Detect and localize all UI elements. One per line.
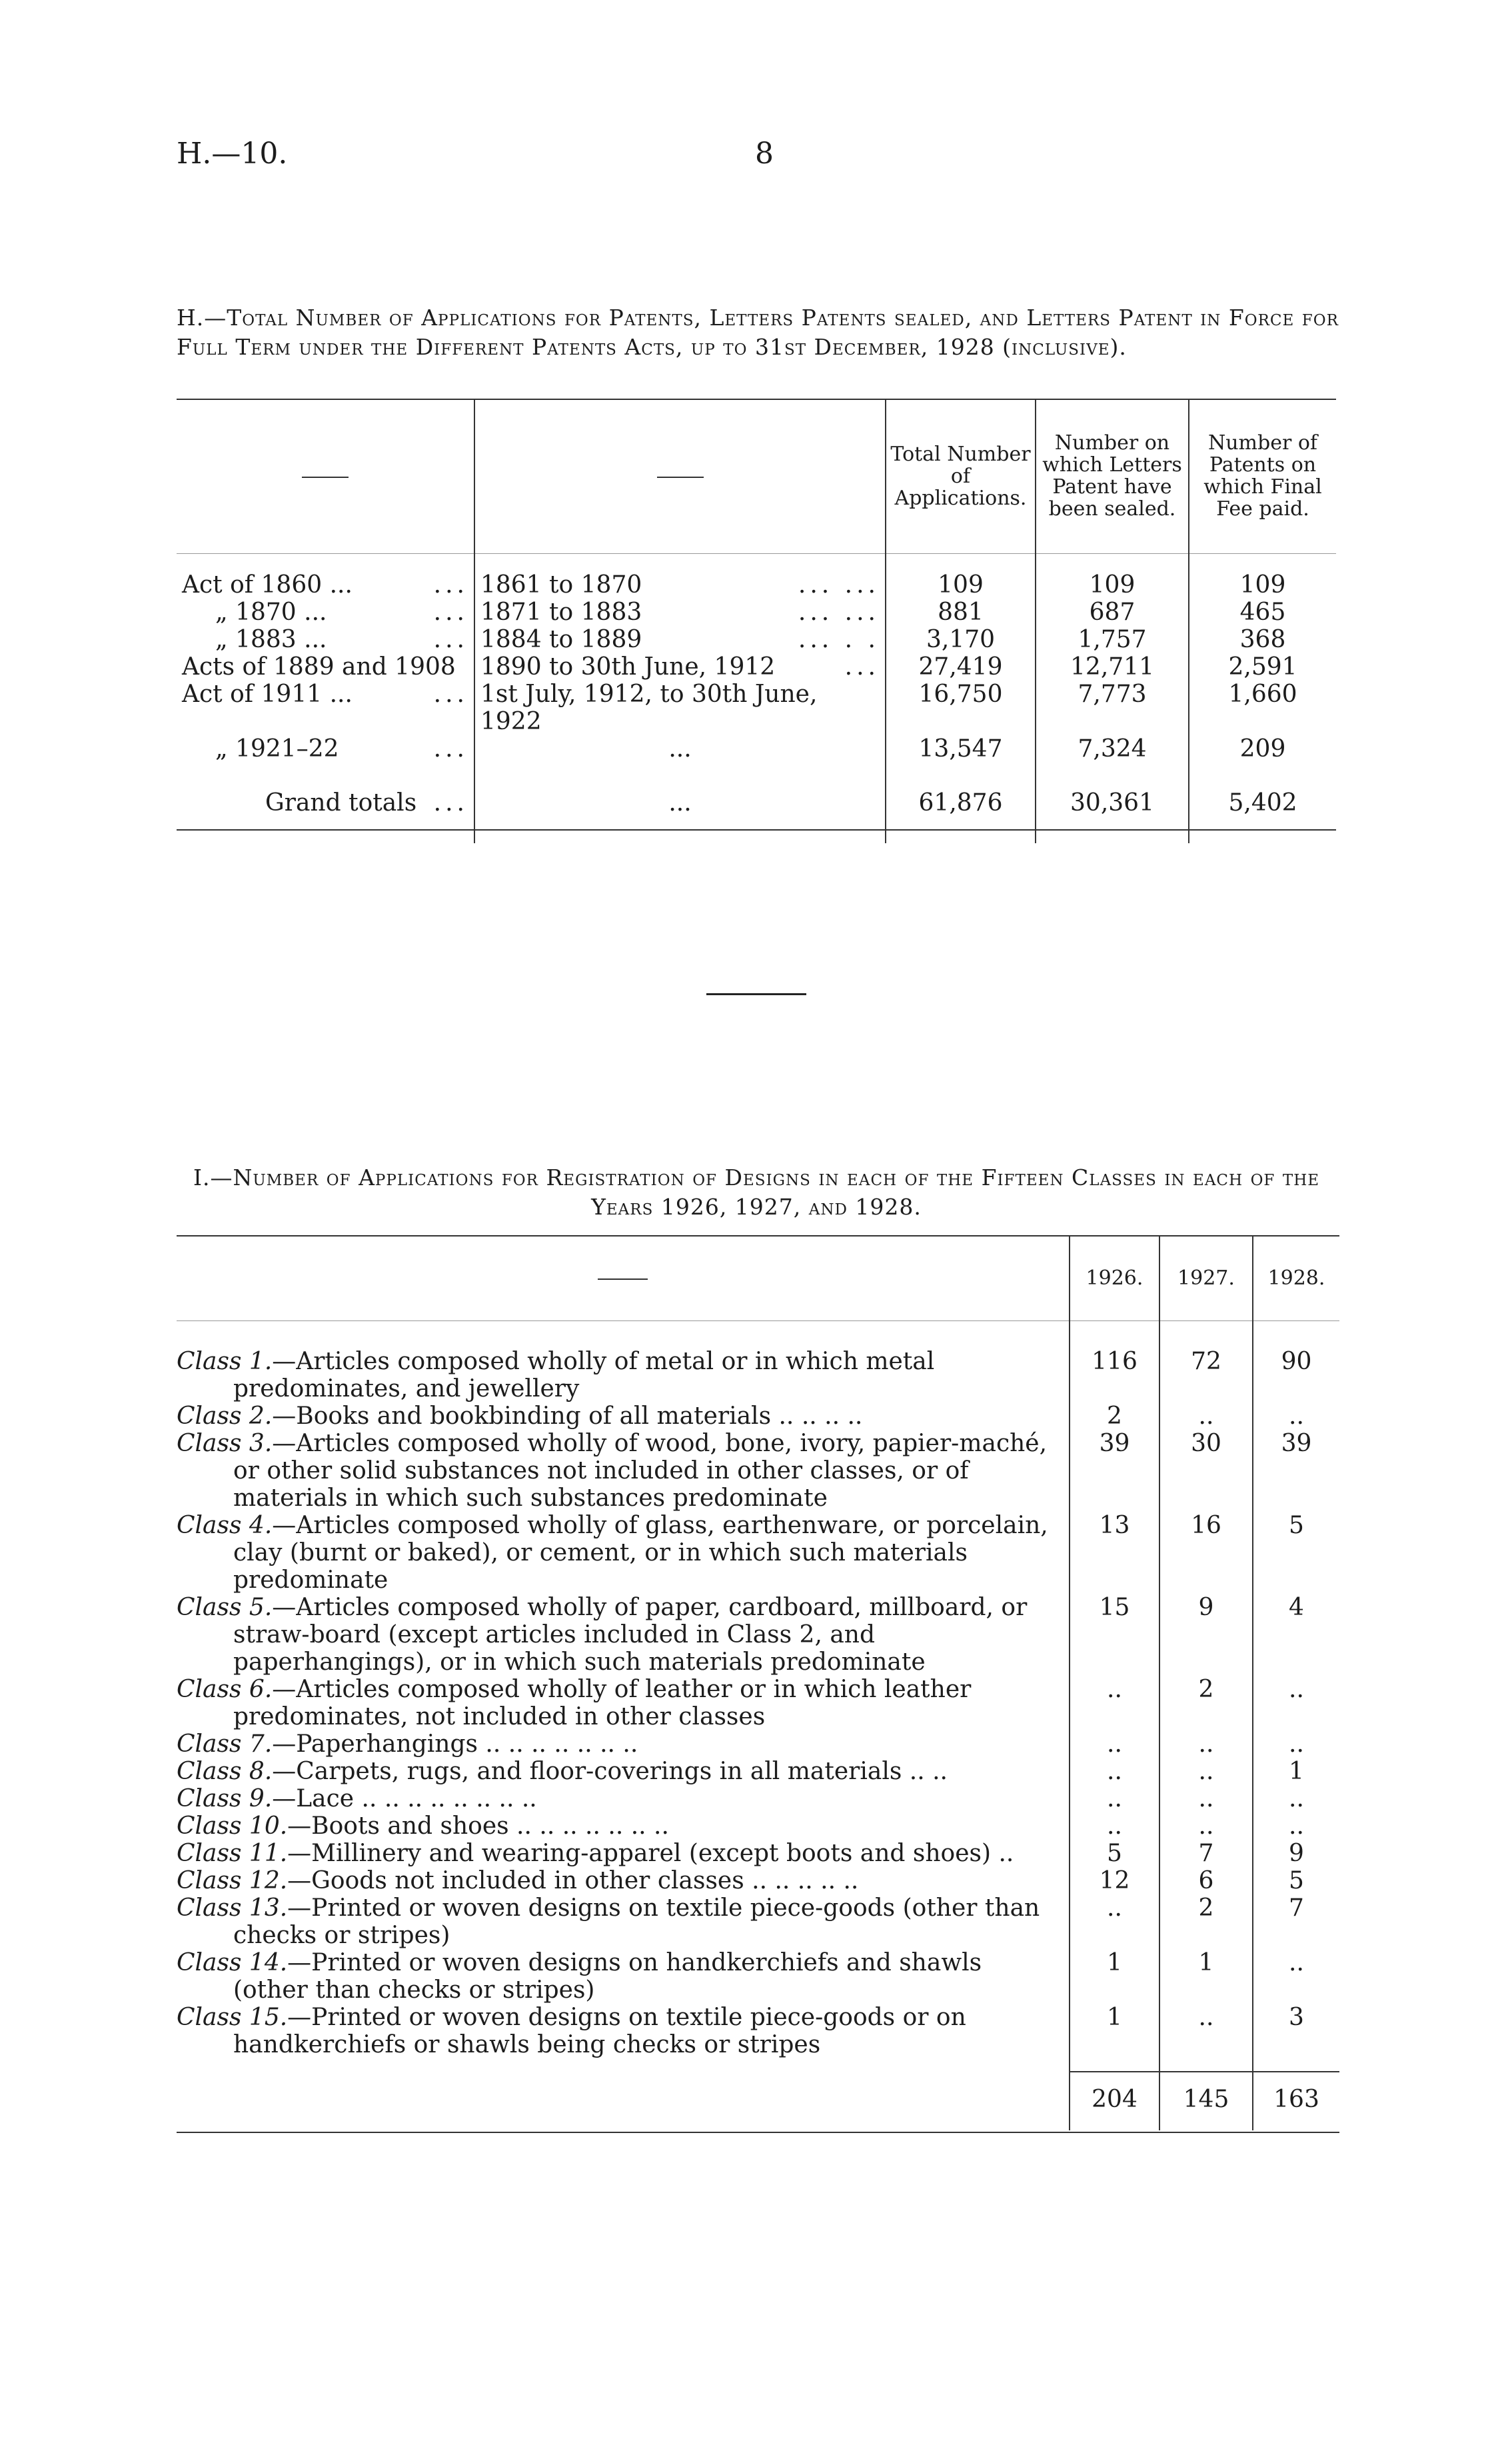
class-description: Class 5.—Articles composed wholly of paper, cardboard, millboard, or straw-board (except articles included in Class 2, and paperhangings), or in which such materials predominate (177, 1594, 1028, 1676)
table-row (177, 1949, 1339, 2004)
class-description: Class 6.—Articles composed wholly of leather or in which leather predominates, not included in other classes (177, 1676, 972, 1730)
table-row (177, 1894, 1339, 1949)
designs-table-header-row (177, 1236, 1339, 1321)
col-header-blank-1 (177, 400, 474, 554)
period-cell: 1884 to 1889 ... . . (474, 626, 886, 653)
grand-totals-row (177, 789, 1336, 843)
table-row (177, 626, 1336, 653)
class-description: Class 9.—Lace .. .. .. .. .. .. .. .. (177, 1785, 537, 1812)
patents-table-header-row (177, 400, 1336, 554)
value-1926: 116 (1070, 1348, 1159, 1402)
value-1928: .. (1253, 1785, 1339, 1812)
table-row (177, 1758, 1339, 1785)
act-cell: Act of 1911 ... ... (182, 681, 468, 708)
value-1927: .. (1159, 1812, 1253, 1840)
value-1928: 90 (1253, 1348, 1339, 1402)
table-row (177, 1402, 1339, 1430)
class-description: Class 8.—Carpets, rugs, and floor-coverings in all materials .. .. (177, 1758, 948, 1785)
patents-table (177, 400, 1336, 843)
table-h-bottom-rule (177, 829, 1336, 831)
page-number: 8 (755, 137, 774, 171)
act-cell: Acts of 1889 and 1908 (182, 653, 456, 681)
table-row (177, 1512, 1339, 1594)
value-1927: .. (1159, 1758, 1253, 1785)
page-code: H.—10. (177, 137, 288, 171)
value-1926: 13 (1070, 1512, 1159, 1594)
value-1927: .. (1159, 2004, 1253, 2058)
value-1928: .. (1253, 1949, 1339, 2004)
value-1927: 16 (1159, 1512, 1253, 1594)
value-1926: 1 (1070, 1949, 1159, 2004)
col-header-1928: 1928. (1253, 1236, 1339, 1321)
table-i-bottom-rule (177, 2132, 1339, 2133)
value-1926: .. (1070, 1785, 1159, 1812)
act-cell: „ 1921–22 ... (215, 735, 468, 763)
table-row (177, 1840, 1339, 1867)
value-1927: 7 (1159, 1840, 1253, 1867)
period-cell: 1st July, 1912, to 30th June, 1922 (474, 681, 886, 735)
col-header-blank-2 (474, 400, 886, 554)
sealed-cell: 7,773 (1036, 681, 1189, 735)
value-1927: 1 (1159, 1949, 1253, 2004)
totals-blank (177, 2072, 1070, 2130)
sealed-cell: 1,757 (1036, 626, 1189, 653)
applications-cell: 16,750 (886, 681, 1036, 735)
grand-totals-label-cell: Grand totals ... (265, 789, 468, 817)
act-cell: „ 1883 ... ... (215, 626, 468, 653)
col-header-sealed: Number on which Letters Patent have been sealed. (1036, 400, 1189, 554)
class-description: Class 1.—Articles composed wholly of metal or in which metal predominates, and jewellery (177, 1348, 935, 1402)
class-description: Class 14.—Printed or woven designs on handkerchiefs and shawls (other than checks or stripes) (177, 1949, 982, 2004)
value-1926: .. (1070, 1812, 1159, 1840)
value-1928: 5 (1253, 1867, 1339, 1894)
value-1926: .. (1070, 1730, 1159, 1758)
col-header-blank (177, 1236, 1070, 1321)
value-1927: 6 (1159, 1867, 1253, 1894)
applications-cell: 3,170 (886, 626, 1036, 653)
class-description: Class 15.—Printed or woven designs on textile piece-goods or on handkerchiefs or shawls being checks or stripes (177, 2004, 966, 2058)
value-1926: .. (1070, 1758, 1159, 1785)
act-cell: Act of 1860 ... ... (182, 571, 468, 599)
final-fee-cell: 2,591 (1189, 653, 1336, 681)
designs-table (177, 1236, 1339, 2130)
sealed-cell: 12,711 (1036, 653, 1189, 681)
class-description: Class 7.—Paperhangings .. .. .. .. .. .. .. (177, 1730, 638, 1758)
period-cell: 1890 to 30th June, 1912 ... (474, 653, 886, 681)
class-description: Class 12.—Goods not included in other classes .. .. .. .. .. (177, 1867, 859, 1894)
table-row (177, 1867, 1339, 1894)
table-row (177, 1812, 1339, 1840)
total-1928: 163 (1253, 2072, 1339, 2130)
value-1926: .. (1070, 1676, 1159, 1730)
applications-cell: 881 (886, 599, 1036, 626)
designs-totals-row (177, 2072, 1339, 2130)
value-1927: 72 (1159, 1348, 1253, 1402)
table-row (177, 1676, 1339, 1730)
section-h-letter: H. (177, 305, 205, 331)
total-1927: 145 (1159, 2072, 1253, 2130)
final-fee-cell: 109 (1189, 571, 1336, 599)
final-fee-cell: 1,660 (1189, 681, 1336, 735)
value-1926: 12 (1070, 1867, 1159, 1894)
period-cell: 1871 to 1883 ... ... (474, 599, 886, 626)
table-row (177, 599, 1336, 626)
value-1928: 1 (1253, 1758, 1339, 1785)
col-header-final-fee: Number of Patents on which Final Fee paid. (1189, 400, 1336, 554)
table-row (177, 571, 1336, 599)
final-fee-cell: 368 (1189, 626, 1336, 653)
applications-cell: 27,419 (886, 653, 1036, 681)
table-row (177, 1785, 1339, 1812)
value-1927: .. (1159, 1402, 1253, 1430)
value-1928: .. (1253, 1402, 1339, 1430)
section-divider (706, 993, 806, 995)
value-1928: 9 (1253, 1840, 1339, 1867)
col-header-1927: 1927. (1159, 1236, 1253, 1321)
value-1926: 1 (1070, 2004, 1159, 2058)
value-1926: 15 (1070, 1594, 1159, 1676)
period-cell: 1861 to 1870 ... ... (474, 571, 886, 599)
table-row (177, 1594, 1339, 1676)
value-1928: .. (1253, 1676, 1339, 1730)
final-fee-cell: 465 (1189, 599, 1336, 626)
table-row (177, 735, 1336, 763)
applications-cell: 109 (886, 571, 1036, 599)
value-1928: 4 (1253, 1594, 1339, 1676)
value-1927: 9 (1159, 1594, 1253, 1676)
period-cell: ... (474, 735, 886, 763)
table-row (177, 1348, 1339, 1402)
grand-totals-sealed: 30,361 (1036, 789, 1189, 843)
value-1928: .. (1253, 1730, 1339, 1758)
value-1926: 39 (1070, 1430, 1159, 1512)
grand-totals-final-fee: 5,402 (1189, 789, 1336, 843)
table-row (177, 653, 1336, 681)
class-description: Class 4.—Articles composed wholly of glass, earthenware, or porcelain, clay (burnt or baked), or cement, or in which such materials predominate (177, 1512, 1048, 1594)
section-i-title-text: —Number of Applications for Registration of Designs in each of the Fifteen Classes in each of the Years 1926, 1927, and 1928. (210, 1165, 1320, 1220)
class-description: Class 2.—Books and bookbinding of all materials .. .. .. .. (177, 1402, 863, 1430)
value-1927: 2 (1159, 1676, 1253, 1730)
value-1928: 7 (1253, 1894, 1339, 1949)
value-1927: .. (1159, 1785, 1253, 1812)
section-h-title-text: —Total Number of Applications for Patents, Letters Patents sealed, and Letters Patent in Force for Full Term under the Different Patents Acts, up to 31st December, 1928 (inclusive). (177, 305, 1339, 360)
sealed-cell: 7,324 (1036, 735, 1189, 763)
value-1928: 5 (1253, 1512, 1339, 1594)
value-1927: 30 (1159, 1430, 1253, 1512)
value-1928: 39 (1253, 1430, 1339, 1512)
class-description: Class 13.—Printed or woven designs on textile piece-goods (other than checks or stripes) (177, 1894, 1040, 1949)
col-header-applications: Total Number of Applications. (886, 400, 1036, 554)
table-row (177, 1430, 1339, 1512)
section-i-title (177, 1163, 1336, 1222)
value-1927: 2 (1159, 1894, 1253, 1949)
value-1926: .. (1070, 1894, 1159, 1949)
table-row (177, 1730, 1339, 1758)
table-row (177, 2004, 1339, 2058)
value-1926: 5 (1070, 1840, 1159, 1867)
class-description: Class 3.—Articles composed wholly of wood, bone, ivory, papier-maché, or other solid substances not included in other classes, or of materials in which such substances predominate (177, 1430, 1048, 1512)
value-1928: .. (1253, 1812, 1339, 1840)
class-description: Class 10.—Boots and shoes .. .. .. .. .. .. .. (177, 1812, 669, 1840)
class-description: Class 11.—Millinery and wearing-apparel (except boots and shoes) .. (177, 1840, 1014, 1867)
value-1928: 3 (1253, 2004, 1339, 2058)
section-h-title (177, 303, 1349, 362)
sealed-cell: 687 (1036, 599, 1189, 626)
section-i-letter: I. (193, 1165, 211, 1191)
sealed-cell: 109 (1036, 571, 1189, 599)
act-cell: „ 1870 ... ... (215, 599, 468, 626)
table-row (177, 681, 1336, 735)
grand-totals-applications: 61,876 (886, 789, 1036, 843)
applications-cell: 13,547 (886, 735, 1036, 763)
final-fee-cell: 209 (1189, 735, 1336, 763)
col-header-1926: 1926. (1070, 1236, 1159, 1321)
total-1926: 204 (1070, 2072, 1159, 2130)
grand-totals-period: ... (474, 789, 886, 843)
value-1926: 2 (1070, 1402, 1159, 1430)
value-1927: .. (1159, 1730, 1253, 1758)
